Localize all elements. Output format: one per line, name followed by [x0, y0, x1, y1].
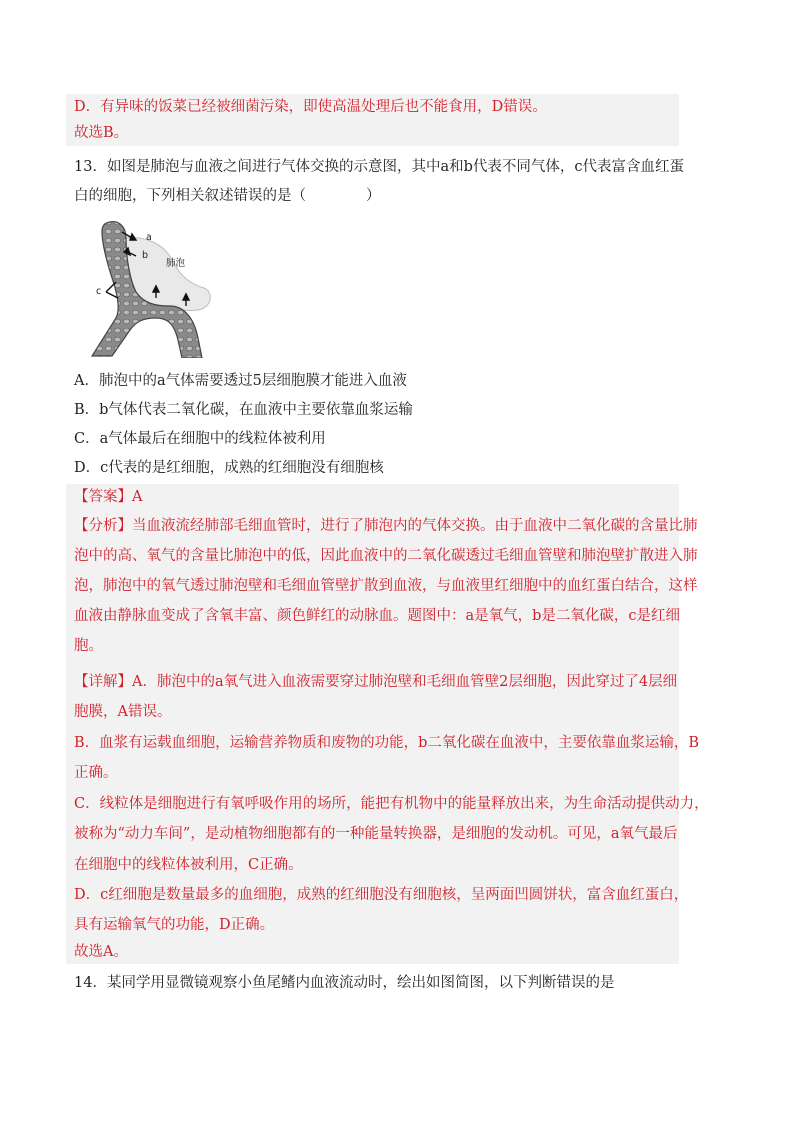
q13-stem-line1: 13．如图是肺泡与血液之间进行气体交换的示意图，其中a和b代表不同气体，c代表富含血红蛋: [74, 159, 684, 175]
prev-option-d: D．有异味的饭菜已经被细菌污染，即使高温处理后也不能食用，D错误。: [74, 99, 547, 115]
analysis-line-4: 血液由静脉血变成了含氧丰富、颜色鲜红的动脉血。题图中：a是氧气，b是二氧化碳，c是红细: [74, 608, 681, 624]
q13-option-a: A．肺泡中的a气体需要透过5层细胞膜才能进入血液: [74, 373, 407, 389]
label-a: a: [146, 232, 152, 243]
detail-line-6: 被称为“动力车间”，是动植物细胞都有的一种能量转换器，是细胞的发动机。可见，a氧气最后: [74, 826, 678, 842]
label-b: b: [142, 250, 149, 261]
detail-line-9: 具有运输氧气的功能，D正确。: [74, 917, 275, 933]
alveolus-gas-exchange-figure: [86, 218, 218, 358]
q13-answer: 【答案】A: [74, 489, 143, 505]
analysis-line-5: 胞。: [74, 638, 103, 654]
q13-option-c: C．a气体最后在细胞中的线粒体被利用: [74, 431, 326, 447]
detail-line-8: D．c红细胞是数量最多的血细胞，成熟的红细胞没有细胞核，呈两面凹圆饼状，富含血红蛋白，: [74, 887, 689, 903]
detail-line-7: 在细胞中的线粒体被利用，C正确。: [74, 857, 303, 873]
detail-line-2: 胞膜，A错误。: [74, 704, 172, 720]
analysis-line-3: 泡，肺泡中的氧气透过肺泡壁和毛细血管壁扩散到血液，与血液里红细胞中的血红蛋白结合，这样: [74, 578, 698, 594]
q13-option-d: D．c代表的是红细胞，成熟的红细胞没有细胞核: [74, 460, 384, 476]
detail-line-5: C．线粒体是细胞进行有氧呼吸作用的场所，能把有机物中的能量释放出来，为生命活动提供动力，: [74, 796, 709, 812]
q13-conclusion: 故选A。: [74, 944, 128, 960]
prev-conclusion: 故选B。: [74, 125, 129, 141]
analysis-line-2: 泡中的高、氧气的含量比肺泡中的低，因此血液中的二氧化碳透过毛细血管壁和肺泡壁扩散进入肺: [74, 548, 698, 564]
detail-line-3: B．血浆有运载血细胞，运输营养物质和废物的功能，b二氧化碳在血液中，主要依靠血浆运输，B: [74, 735, 700, 751]
q14-stem: 14．某同学用显微镜观察小鱼尾鳍内血液流动时，绘出如图简图，以下判断错误的是: [74, 975, 615, 991]
q13-stem-line2: [74, 186, 381, 206]
detail-line-4: 正确。: [74, 765, 118, 781]
q13-stem-close: ）: [366, 188, 381, 204]
q13-option-b: B．b气体代表二氧化碳，在血液中主要依靠血浆运输: [74, 402, 413, 418]
label-alveolus: 肺泡: [166, 258, 186, 269]
label-c: c: [96, 286, 102, 297]
q13-stem-text: 白的细胞，下列相关叙述错误的是（: [74, 188, 306, 204]
detail-line-1: 【详解】A．肺泡中的a氧气进入血液需要穿过肺泡壁和毛细血管壁2层细胞，因此穿过了4层细: [74, 674, 678, 690]
analysis-line-1: 【分析】当血液流经肺部毛细血管时，进行了肺泡内的气体交换。由于血液中二氧化碳的含量比肺: [74, 518, 698, 534]
